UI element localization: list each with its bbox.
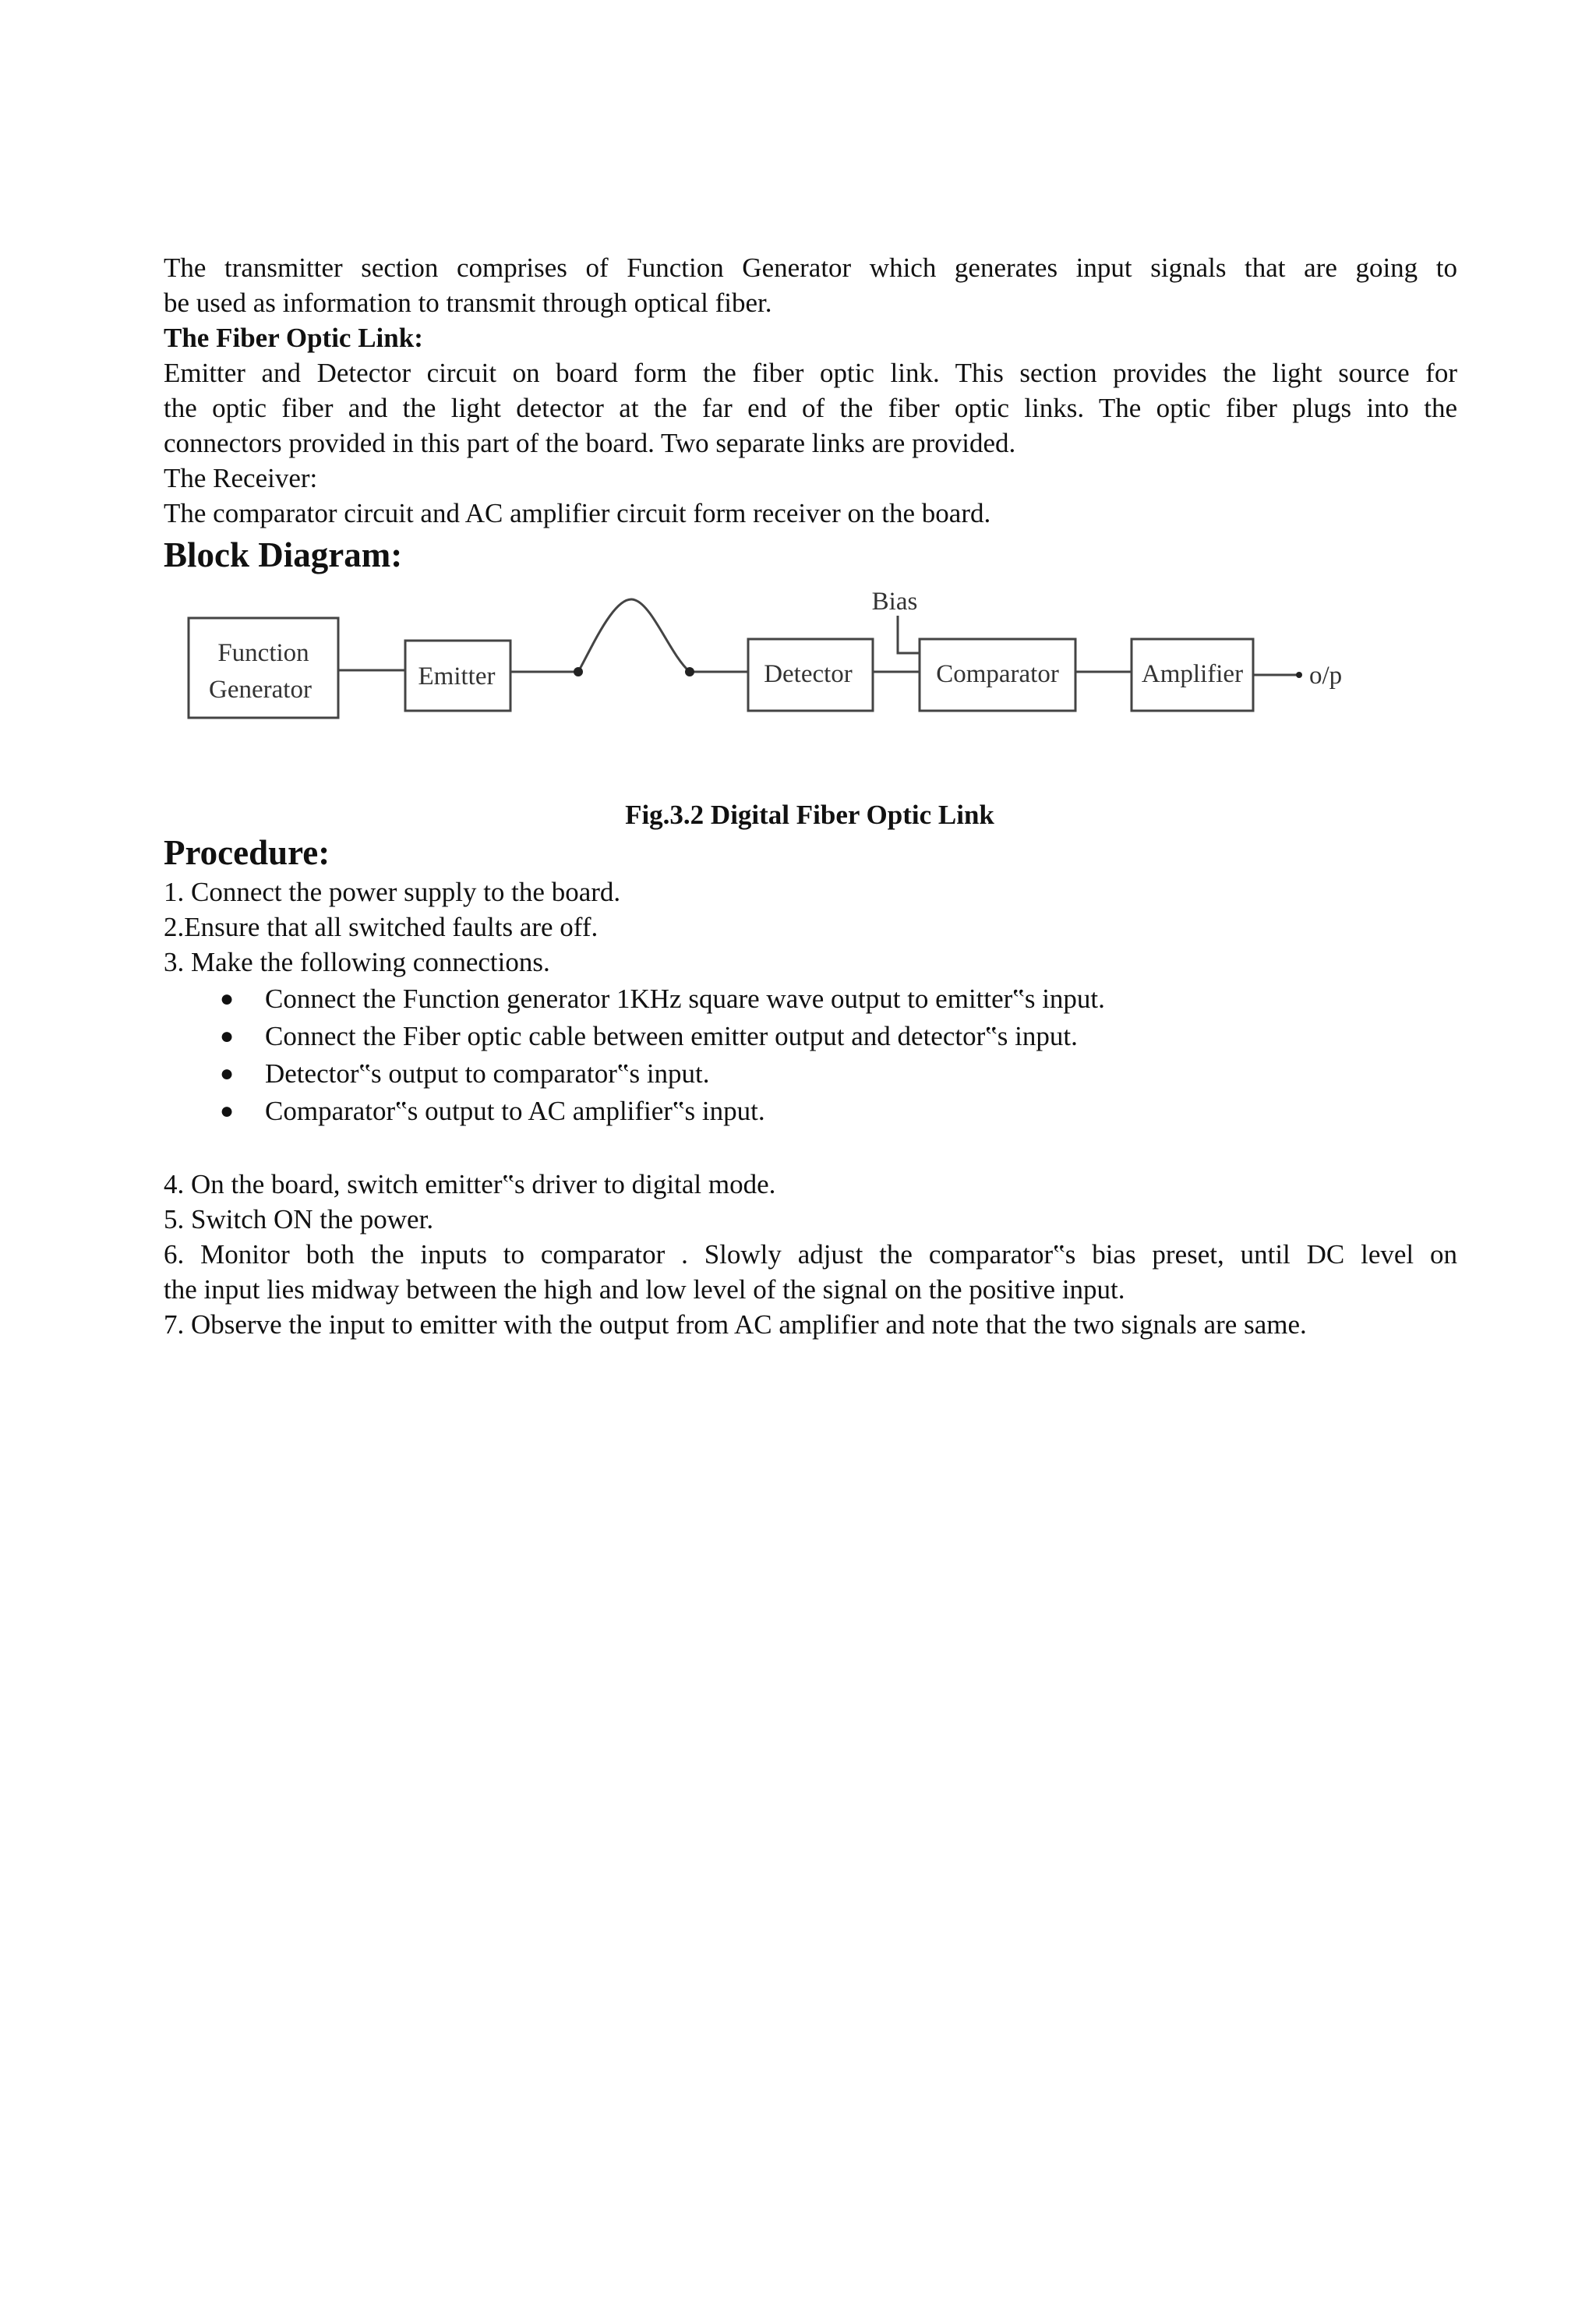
receiver-heading: The Receiver: [164, 463, 318, 493]
bullet-text: Detector‟s output to comparator‟s input. [265, 1058, 710, 1089]
emitter-label: Emitter [418, 662, 496, 690]
procedure-steps-bottom [164, 1167, 1457, 1342]
procedure-step: 5. Switch ON the power. [164, 1204, 434, 1234]
procedure-step: the input lies midway between the high and low level of the signal on the positive input. [164, 1274, 1125, 1305]
fiber-link-line: the optic fiber and the light detector at the far end of the fiber optic links. The optic fiber plugs into the [164, 393, 1457, 423]
bullet-icon: ● [220, 1098, 235, 1124]
bullet-text: Comparator‟s output to AC amplifier‟s input. [265, 1096, 765, 1126]
function-generator-label: Generator [209, 676, 312, 704]
intro-line: The transmitter section comprises of Function Generator which generates input signals that are going to [164, 253, 1457, 283]
procedure-step: 7. Observe the input to emitter with the output from AC amplifier and note that the two signals are same. [164, 1309, 1307, 1340]
fiber-link-line: Emitter and Detector circuit on board form the fiber optic link. This section provides the light source for [164, 358, 1457, 388]
figure-caption: Fig.3.2 Digital Fiber Optic Link [625, 800, 994, 830]
bias-line [898, 616, 920, 653]
procedure-steps-top [164, 874, 1457, 980]
receiver-line: The comparator circuit and AC amplifier circuit form receiver on the board. [164, 498, 991, 528]
procedure-step: 4. On the board, switch emitter‟s driver to digital mode. [164, 1169, 776, 1199]
optic-fiber-cable [578, 599, 690, 672]
connection-bullet-list [220, 980, 1105, 1130]
procedure-step: 2.Ensure that all switched faults are off. [164, 912, 598, 942]
output-dot [1296, 672, 1302, 678]
fiber-link-line: connectors provided in this part of the board. Two separate links are provided. [164, 428, 1016, 458]
list-item [220, 1018, 1105, 1055]
list-item [220, 1093, 1105, 1130]
detector-label: Detector [764, 660, 853, 688]
amplifier-label: Amplifier [1141, 660, 1244, 688]
comparator-label: Comparator [936, 660, 1059, 688]
bullet-text: Connect the Function generator 1KHz square wave output to emitter‟s input. [265, 984, 1105, 1014]
procedure-heading: Procedure: [164, 833, 330, 872]
output-label: o/p [1309, 662, 1343, 690]
block-diagram [0, 0, 1596, 779]
fiber-link-heading: The Fiber Optic Link: [164, 323, 423, 353]
fiber-node-left [574, 667, 583, 676]
bias-label: Bias [871, 588, 918, 616]
function-generator-label: Function [217, 639, 309, 667]
list-item [220, 1055, 1105, 1093]
bullet-icon: ● [220, 1023, 235, 1049]
procedure-step: 1. Connect the power supply to the board. [164, 877, 621, 907]
bullet-text: Connect the Fiber optic cable between emitter output and detector‟s input. [265, 1021, 1078, 1051]
bullet-icon: ● [220, 1061, 235, 1086]
fiber-node-right [685, 667, 694, 676]
procedure-step: 6. Monitor both the inputs to comparator . Slowly adjust the comparator‟s bias preset, until DC level on [164, 1239, 1457, 1270]
intro-line: be used as information to transmit through optical fiber. [164, 288, 772, 318]
procedure-step: 3. Make the following connections. [164, 947, 550, 977]
list-item [220, 980, 1105, 1018]
block-diagram-heading: Block Diagram: [164, 535, 403, 574]
bullet-icon: ● [220, 986, 235, 1012]
